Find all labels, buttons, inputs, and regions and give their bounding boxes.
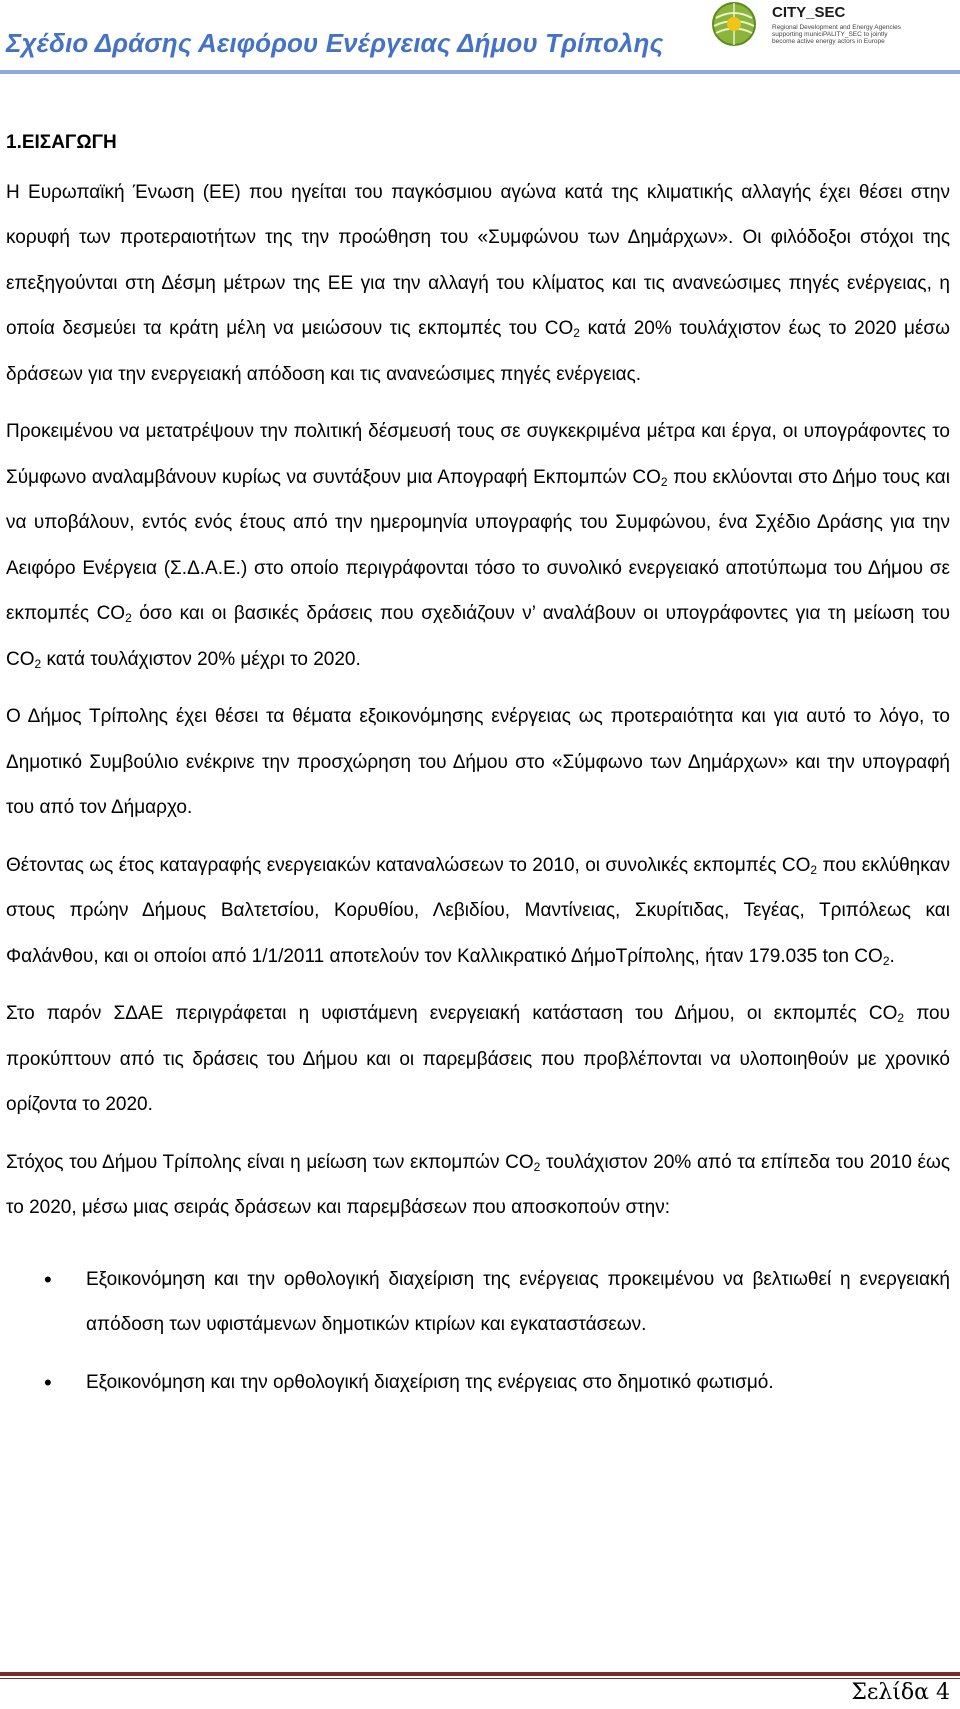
logo-name: CITY_SEC [772,4,846,21]
paragraph-intro: Η Ευρωπαϊκή Ένωση (ΕΕ) που ηγείται του παγκόσμιου αγώνα κατά της κλιματικής αλλαγής έχει θέσει στην κορυφή των προτεραιοτήτων της την προώθηση του «Συμφώνου των Δημάρχων». Οι φιλόδοξοι στόχοι της επεξηγούνται στη Δέσμη μέτρων της ΕΕ για την αλλαγή του κλίματος και τις ανανεώσιμες πηγές ενέργειας, η οποία δεσμεύει τα κράτη μέλη να μειώσουν τις εκπομπές του $CO_2$ κατά 20% τουλάχιστον έως το 2020 μέσω δράσεων για την ενεργειακή απόδοση και τις ανανεώσιμες πηγές ενέργειας. [6,181,950,385]
city-sec-logo [710,0,960,52]
footer-rule-thin [0,1678,960,1679]
paragraph-baseline-emissions: Θέτοντας ως έτος καταγραφής ενεργειακών καταναλώσεων το 2010, οι συνολικές εκπομπές $CO_2$ που εκλύθηκαν στους πρώην Δήμους Βαλτετσίου, Κορυθίου, Λεβιδίου, Μαντίνειας, Σκυρίτιδας, Τεγέας, Τριπόλεως και Φαλάνθου, και οι οποίοι από 1/1/2011 αποτελούν τον Καλλικρατικό ΔήμοΤρίπολης, ήταν 179.035 ton $CO_2$. [6,854,950,968]
section-heading: 1.ΕΙΣΑΓΩΓΗ [6,132,117,153]
paragraph-sdae-scope: Στο παρόν ΣΔΑΕ περιγράφεται η υφιστάμενη ενεργειακή κατάσταση του Δήμου, οι εκπομπές $CO_2$ που προκύπτουν από τις δράσεις του Δήμου και οι παρεμβάσεις που προβλέπονται να υλοποιηθούν με χρονικό ορίζοντα το 2020. [6,1003,950,1115]
paragraph-tripoli-priority: Ο Δήμος Τρίπολης έχει θέσει τα θέματα εξοικονόμησης ενέργειας ως προτεραιότητα και για αυτό το λόγο, το Δημοτικό Συμβούλιο ενέκρινε την προσχώρηση του Δήμου στο «Σύμφωνο των Δημάρχων» και την υπογραφή του από τον Δήμαρχο. [6,706,950,818]
page-header [0,0,960,78]
paragraph-target: Στόχος του Δήμου Τρίπολης είναι η μείωση των εκπομπών $CO_2$ τουλάχιστον 20% από τα επίπεδα του 2010 έως το 2020, μέσω μιας σειράς δράσεων και παρεμβάσεων που αποσκοπούν στην: [6,1151,950,1218]
objectives-list [6,1257,950,1406]
footer-rule [0,1672,960,1676]
list-item: • Εξοικονόμηση και την ορθολογική διαχείριση της ενέργειας στο δημοτικό φωτισμό. [6,1360,950,1406]
paragraph-commitment: Προκειμένου να μετατρέψουν την πολιτική δέσμευσή τους σε συγκεκριμένα μέτρα και έργα, οι υπογράφοντες το Σύμφωνο αναλαμβάνουν κυρίως να συντάξουν μια Απογραφή Εκπομπών $CO_2$ που εκλύονται στο Δήμο τους και να υποβάλουν, εντός ενός έτους από την ημερομηνία υπογραφής του Συμφώνου, ένα Σχέδιο Δράσης για την Αειφόρο Ενέργεια (Σ.Δ.Α.Ε.) στο οποίο περιγράφονται τόσο το συνολικό ενεργειακό αποτύπωμα του Δήμου σε εκπομπές $CO_2$ όσο και οι βασικές δράσεις που σχεδιάζουν ν’ αναλάβουν οι υπογράφοντες για τη μείωση του $CO_2$ κατά τουλάχιστον 20% μέχρι το 2020. [6,421,950,671]
city-sec-globe-icon [710,0,766,50]
document-title: Σχέδιο Δράσης Αειφόρου Ενέργειας Δήμου Τρίπολης [6,28,664,58]
list-item: • Εξοικονόμηση και την ορθολογική διαχείριση της ενέργειας προκειμένου να βελτιωθεί η ενεργειακή απόδοση των υφιστάμενων δημοτικών κτιρίων και εγκαταστάσεων. [6,1257,950,1348]
page-number: Σελίδα 4 [851,1680,950,1705]
document-body [6,120,950,1417]
logo-tagline: Regional Development and Energy Agencies supporting municiPALITY_SEC to jointly become active energy actors in Europe [772,24,902,45]
header-rule [0,70,960,74]
